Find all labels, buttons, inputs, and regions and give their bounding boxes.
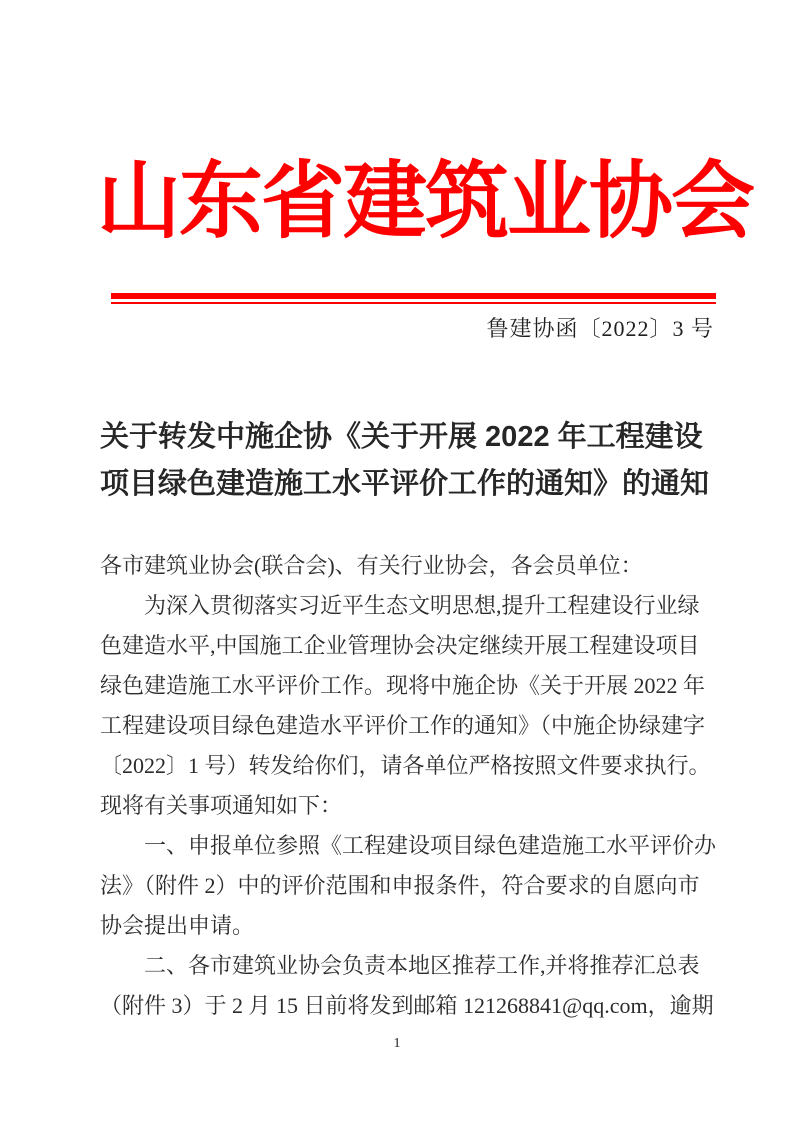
doc-reference-number: 鲁建协函〔2022〕3 号 [486,316,714,341]
body-line: 协会提出申请。 [100,913,255,938]
body-line: 法》（附件 2）中的评价范围和申报条件，符合要求的自愿向市 [100,873,700,898]
letterhead-org-name: 山东省建筑业协会 [97,156,754,249]
body-text [100,546,716,1026]
body-line: 工程建设项目绿色建造水平评价工作的通知》（中施企协绿建字 [100,713,706,738]
doc-title-line: 项目绿色建造施工水平评价工作的通知》的通知 [100,468,710,500]
body-line: 色建造水平,中国施工企业管理协会决定继续开展工程建设项目 [100,633,700,658]
body-line-item-1: 一、申报单位参照《工程建设项目绿色建造施工水平评价办 [144,833,717,858]
body-line-salutation: 各市建筑业协会(联合会)、有关行业协会，各会员单位： [100,553,643,578]
body-line: 绿色建造施工水平评价工作。现将中施企协《关于开展 2022 年 [100,673,706,698]
body-line: （附件 3）于 2 月 15 日前将发到邮箱 121268841@qq.com，逾期 [100,993,714,1018]
doc-title-line: 关于转发中施企协《关于开展 2022 年工程建设 [100,421,703,453]
body-line: 现将有关事项通知如下： [100,793,343,818]
body-line: 〔2022〕1 号）转发给你们，请各单位严格按照文件要求执行。 [100,753,711,778]
body-line: 为深入贯彻落实习近平生态文明思想,提升工程建设行业绿 [144,593,700,618]
page-number: 1 [393,1036,401,1051]
doc-title [100,414,710,508]
letterhead-rule-thin [111,302,716,304]
letterhead-rule-thick [111,293,716,299]
body-line-item-2: 二、各市建筑业协会负责本地区推荐工作,并将推荐汇总表 [144,953,700,978]
